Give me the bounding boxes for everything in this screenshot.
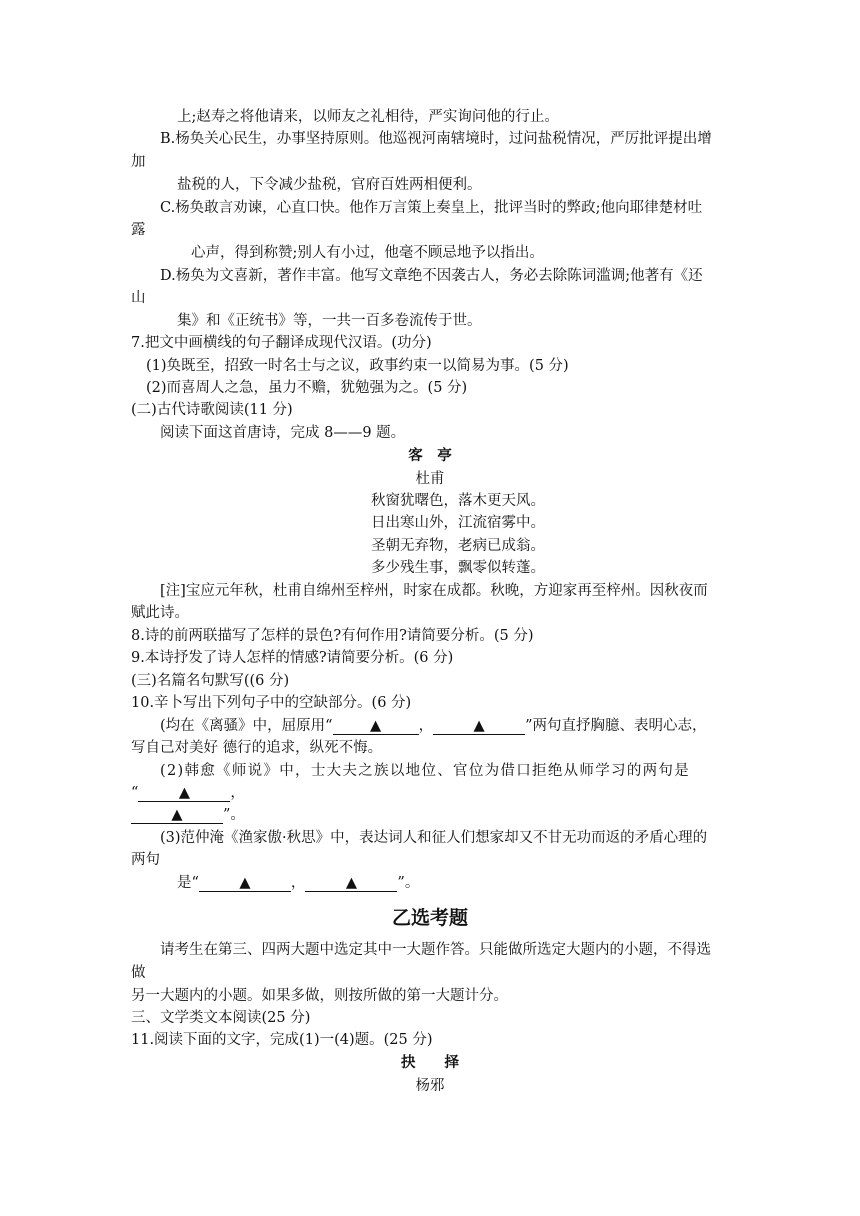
q10-item-1-line2: 写自己对美好 德行的追求，纵死不悔。 [131,740,383,756]
option-b-line1: B.杨奂关心民生，办事坚持原则。他巡视河南辖境时，过问盐税情况，严厉批评提出增 [160,131,712,147]
option-a-continuation: 上;赵寿之将他请来，以师友之礼相待，严实询问他的行止。 [177,109,559,125]
fill-blank-2[interactable]: ▲ [433,718,525,735]
poem-note-line2: 赋此诗。 [131,605,189,621]
q10-item-2-line2 [131,783,245,803]
q9-question: 9.本诗抒发了诗人怎样的情感?请简要分析。(6 分) [131,650,454,666]
part-b-heading: 乙选考题 [391,907,468,929]
section-3-heading: 三、文学类文本阅读(25 分) [131,1010,311,1026]
poem-line-1: 秋窗犹曙色，落木更天风。 [371,493,545,509]
story-title: 抉 择 [401,1054,459,1071]
poem-line-3: 圣朝无弃物，老病已成翁。 [371,538,545,554]
option-d-line3: 集》和《正统书》等，一共一百多卷流传于世。 [177,313,482,329]
option-c-line3: 心声，得到称赞;别人有小过，他毫不顾忌地予以指出。 [191,245,544,261]
option-d-line1: D.杨奂为文喜新，著作丰富。他写文章绝不因袭古人，务必去除陈词滥调;他著有《还 [160,268,703,284]
q10-item-3-line2: 两句 [131,852,160,868]
poetry-section-heading: (二)古代诗歌阅读(11 分) [131,402,293,418]
story-author: 杨邪 [415,1078,445,1094]
fill-blank-3[interactable]: ▲ [138,785,230,802]
q10-item-3-line1: (3)范仲淹《渔家傲·秋思》中，表达词人和征人们想家却又不甘无功而返的矛盾心理的 [160,830,708,846]
q11-stem: 11.阅读下面的文字，完成(1)一(4)题。(25 分) [131,1032,433,1048]
q10-item-3-line3 [177,873,419,893]
fill-blank-6[interactable]: ▲ [305,875,397,892]
q8-question: 8.诗的前两联描写了怎样的景色?有何作用?请简要分析。(5 分) [131,628,534,644]
q10-item2-close-quote: ”。 [223,807,245,823]
q10-item1-text-b: ”两句直抒胸臆、表明心志， [525,718,707,734]
part-b-instruction-line1: 请考生在第三、四两大题中选定其中一大题作答。只能做所选定大题内的小题，不得选 [160,942,711,958]
option-d-line2: 山 [131,290,146,306]
q10-item-2-line1: (2)韩愈《师说》中，士大夫之族以地位、官位为借口拒绝从师学习的两句是 [160,763,691,779]
poem-line-4: 多少残生事，飘零似转蓬。 [371,560,545,576]
part-b-instruction-line2: 做 [131,965,146,981]
poem-note-line1: [注]宝应元年秋，杜甫自绵州至梓州，时家在成都。秋晚，方迎家再至梓州。因秋夜而 [160,583,708,599]
q10-item2-comma: ， [230,785,245,801]
option-c-line1: C.杨奂敢言劝谏，心直口快。他作万言策上奏皇上，批评当时的弊政;他向耶律楚材吐 [160,200,703,216]
q10-item1-text-a: (均在《离骚》中，屈原用“ [160,718,333,734]
poem-line-2: 日出寒山外，江流宿雾中。 [371,515,545,531]
q10-stem: 10.辛卜写出下列句子中的空缺部分。(6 分) [131,695,412,711]
poetry-intro: 阅读下面这首唐诗，完成 8——9 题。 [160,425,406,441]
poem-title: 客 亭 [408,447,452,464]
q7-stem: 7.把文中画横线的句子翻译成现代汉语。(功分) [131,335,432,351]
part-b-instruction-line3: 另一大题内的小题。如果多做，则按所做的第一大题计分。 [131,988,508,1004]
q7-sentence-1: (1)奂既至，招致一时名士与之议，政事约束一以简易为事。(5 分) [146,358,569,374]
q10-item2-open-quote: “ [131,785,139,801]
poem-author: 杜甫 [415,471,445,487]
q10-item-2-line3 [131,805,245,825]
fill-blank-1[interactable]: ▲ [333,718,419,735]
q10-item3-separator: ， [290,875,306,891]
dictation-section-heading: (三)名篇名句默写((6 分) [131,673,290,689]
option-c-line2: 露 [131,222,146,238]
fill-blank-4[interactable]: ▲ [131,807,223,824]
option-b-line3: 盐税的人，下令减少盐税，官府百姓两相便利。 [177,177,482,193]
q10-item3-close-quote: ”。 [397,875,420,891]
q7-sentence-2: (2)而喜周人之急，虽力不赡，犹勉强为之。(5 分) [146,380,468,396]
q10-item1-separator: ， [418,718,434,734]
option-b-line2: 加 [131,154,146,170]
q10-item-1-line1 [160,716,707,736]
fill-blank-5[interactable]: ▲ [199,875,291,892]
q10-item3-open-quote: 是“ [177,875,199,891]
